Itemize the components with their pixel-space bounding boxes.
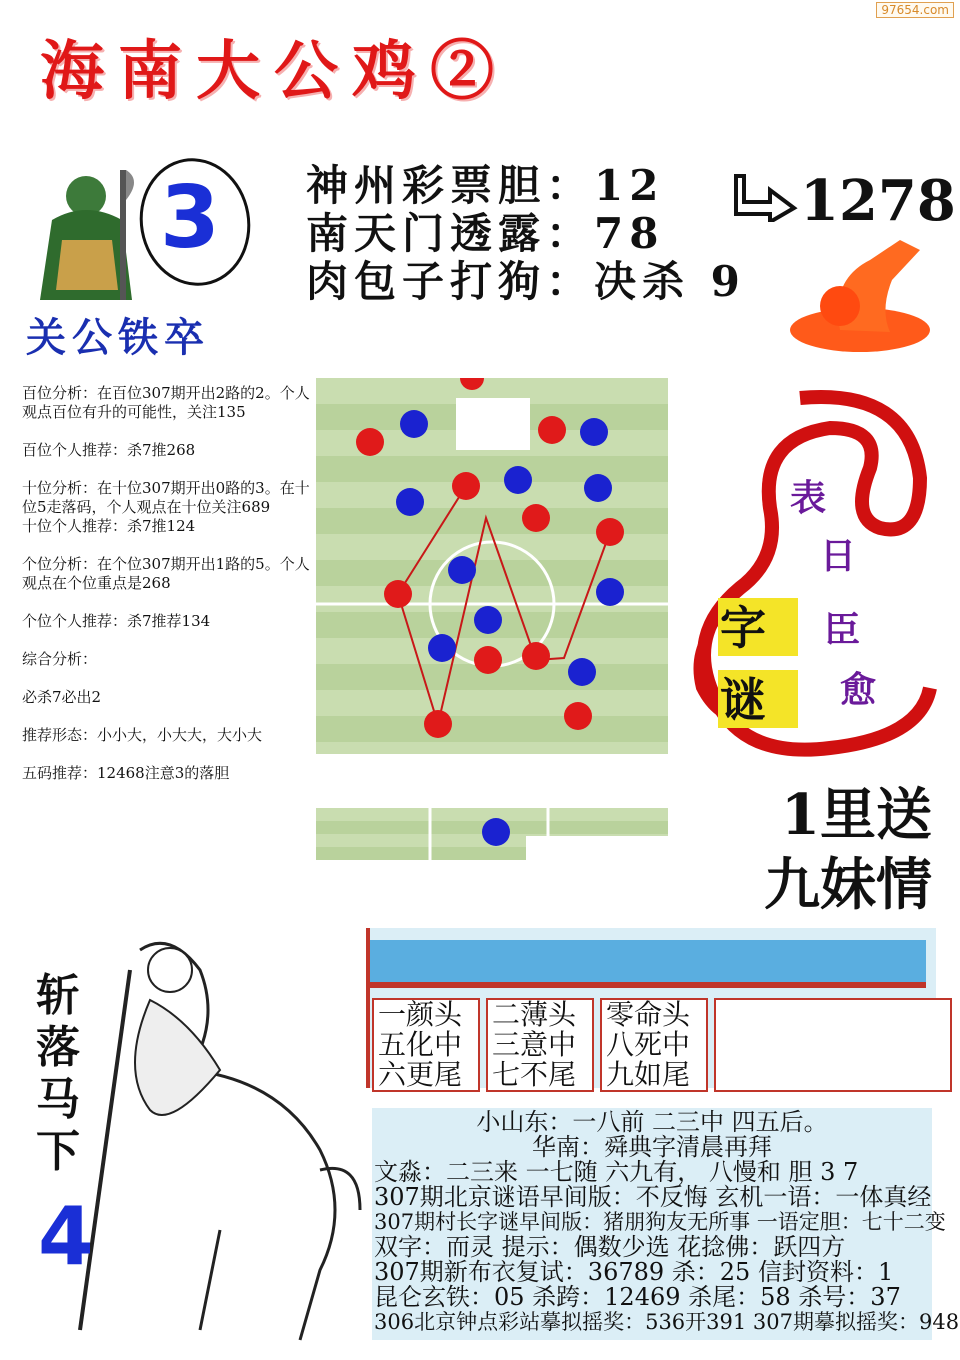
riddle-label-2: 谜	[720, 673, 766, 727]
riddle-label-1: 字	[720, 601, 766, 655]
right-number: 1278	[800, 168, 956, 234]
arrow-icon	[730, 172, 800, 222]
riddle-cell: 零命头 八死中 九如尾	[600, 998, 708, 1092]
poem-line-2: 九妹情	[764, 852, 932, 918]
analysis-line: 十位个人推荐：杀7推124	[22, 517, 196, 535]
analysis-line: 个位分析：在个位307期开出1路的5。个人观点在个位重点是268	[22, 555, 310, 592]
site-badge: 97654.com	[876, 2, 954, 18]
info-line: 307期新布衣复试：36789 杀：25 信封资料：1	[374, 1258, 894, 1286]
pitch-strip-markings	[316, 808, 668, 860]
info-line: 307期村长字谜早间版：猪朋狗友无所事 一语定胆：七十二变	[374, 1210, 946, 1234]
poem-line-1: 1里送	[781, 782, 932, 848]
guan-label: 关公铁卒	[26, 314, 210, 361]
info-line: 华南：舜典字清晨再拜	[532, 1133, 772, 1161]
analysis-text	[22, 384, 312, 802]
riddle-cell-blank	[714, 998, 952, 1092]
analysis-line: 五码推荐：12468注意3的落胆	[22, 764, 230, 782]
analysis-line: 个位个人推荐：杀7推荐134	[22, 612, 211, 630]
info-line: 306北京钟点彩站摹拟摇奖：536开391 307期摹拟摇奖：948	[374, 1310, 960, 1334]
analysis-line: 综合分析：	[22, 650, 98, 668]
info-line: 昆仑玄铁：05 杀跨：12469 杀尾：58 杀号：37	[374, 1283, 901, 1311]
riddle-char: 臣	[824, 609, 861, 651]
info-text	[374, 1108, 960, 1335]
tip-row-1: 神州彩票胆：12	[306, 161, 665, 210]
orange-figure	[780, 220, 930, 356]
riddle-cell: 一颜头 五化中 六更尾	[372, 998, 480, 1092]
info-line: 文淼：二三来 一七随 六九有， 八慢和 胆 3 7	[374, 1158, 859, 1186]
circle-number: 3	[160, 168, 220, 268]
analysis-line: 百位分析：在百位307期开出2路的2。个人观点百位有升的可能性，关注135	[22, 384, 310, 421]
analysis-line: 必杀7必出2	[22, 688, 102, 706]
info-line: 307期北京谜语早间版：不反悔 玄机一语：一体真经	[374, 1183, 932, 1211]
riddle-char: 愈	[840, 669, 877, 711]
info-line: 小山东：一八前 二三中 四五后。	[476, 1108, 828, 1136]
guan-gong-figure	[22, 160, 150, 310]
white-patch	[456, 398, 530, 450]
riddle-char: 日	[820, 535, 857, 577]
riddle-char: 表	[790, 477, 827, 519]
page-title: 海南大公鸡②	[40, 34, 508, 109]
zhan-label: 斩落马下	[36, 970, 80, 1177]
analysis-line: 十位分析：在十位307期开出0路的3。在十位5走落码，个人观点在十位关注689	[22, 479, 310, 516]
info-line: 双字：而灵 提示：偶数少选 花捻佛：跃四方	[374, 1233, 846, 1261]
tip-row-2: 南天门透露：78	[306, 209, 665, 258]
analysis-line: 百位个人推荐：杀7推268	[22, 441, 196, 459]
analysis-line: 推荐形态：小小大，小大大，大小大	[22, 726, 263, 744]
panel-banner	[370, 940, 926, 988]
poem	[712, 780, 932, 920]
tips-block	[306, 162, 746, 306]
riddle-grid	[372, 998, 952, 1092]
blue-dots	[396, 410, 624, 686]
bottom-number: 4	[38, 1190, 94, 1283]
riddle-cell: 二薄头 三意中 七不尾	[486, 998, 594, 1092]
riddle-art	[680, 388, 940, 768]
tip-row-3: 肉包子打狗：决杀 9	[306, 257, 746, 306]
